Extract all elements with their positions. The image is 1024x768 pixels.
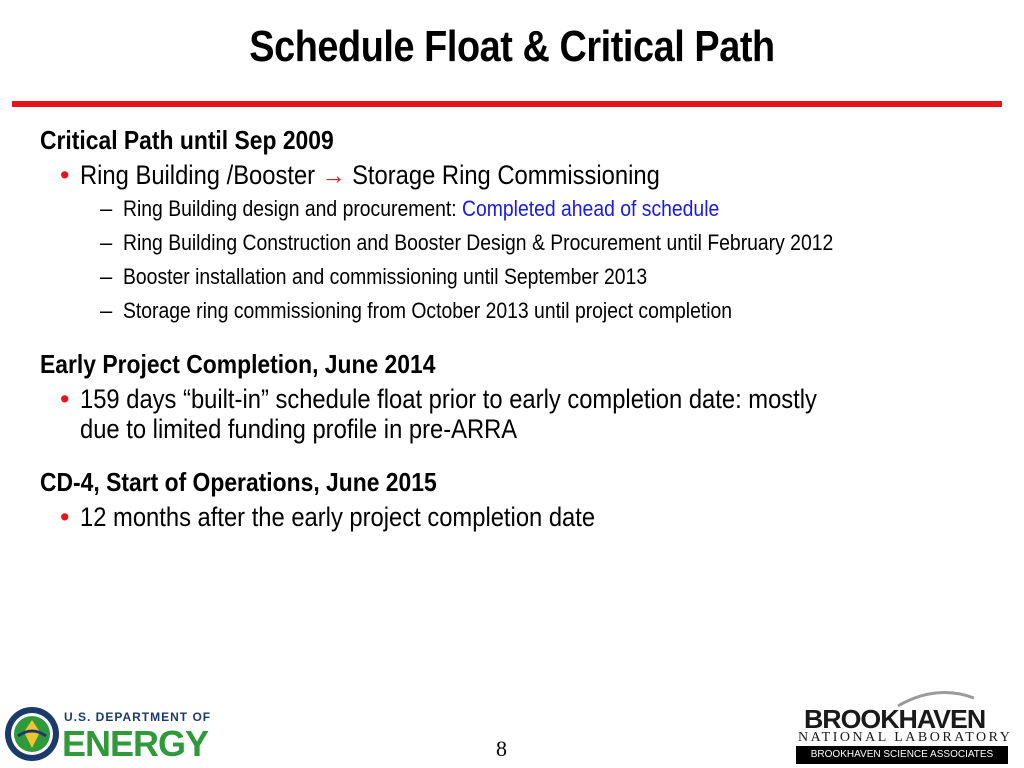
- section-cd4: [40, 466, 1000, 532]
- doe-logo: [4, 706, 224, 766]
- sub-item-text: Booster installation and commissioning until September 2013: [123, 264, 648, 289]
- status-highlight: Completed ahead of schedule: [462, 196, 720, 221]
- bullet-text: due to limited funding profile in pre-ARRA: [80, 414, 518, 444]
- title-divider: [12, 101, 1002, 107]
- bullet-item: [40, 160, 1000, 190]
- section-heading: CD-4, Start of Operations, June 2015: [40, 467, 437, 497]
- dash-marker: –: [100, 298, 113, 323]
- slide-content: [40, 124, 1000, 532]
- doe-department-text: U.S. DEPARTMENT OF: [64, 710, 212, 724]
- bullet-text: Storage Ring Commissioning: [352, 160, 660, 190]
- doe-energy-text: ENERGY: [62, 723, 209, 764]
- bullet-text: Ring Building /Booster: [80, 160, 316, 190]
- bnl-associates-text: BROOKHAVEN SCIENCE ASSOCIATES: [796, 746, 1008, 764]
- slide-title: Schedule Float & Critical Path: [249, 22, 775, 71]
- bullet-text: 12 months after the early project completion date: [80, 502, 596, 532]
- sub-item: [40, 294, 1000, 328]
- section-early-completion: [40, 348, 1000, 444]
- bullet-marker: •: [60, 384, 70, 414]
- section-heading: Critical Path until Sep 2009: [40, 125, 334, 155]
- dash-marker: –: [100, 264, 113, 289]
- bnl-name-text: BROOKHAVEN: [804, 704, 986, 734]
- bullet-marker: •: [60, 502, 70, 532]
- bnl-lab-text: NATIONAL LABORATORY: [798, 730, 1013, 745]
- bullet-text: 159 days “built-in” schedule float prior to early completion date: mostly: [80, 384, 817, 414]
- doe-seal-icon: [4, 706, 60, 762]
- section-critical-path: [40, 124, 1000, 328]
- bnl-logo: [796, 688, 1018, 766]
- sub-item: [40, 260, 1000, 294]
- sub-item: [40, 226, 1000, 260]
- bullet-item: [40, 502, 1000, 532]
- dash-marker: –: [100, 230, 113, 255]
- bullet-marker: •: [60, 160, 70, 190]
- dash-marker: –: [100, 196, 113, 221]
- page-number: 8: [496, 736, 507, 761]
- sub-item-text: Ring Building design and procurement:: [123, 196, 463, 221]
- right-arrow-icon: →: [321, 160, 346, 190]
- bullet-item: [40, 384, 1000, 444]
- sub-item-text: Storage ring commissioning from October 2013 until project completion: [123, 298, 733, 323]
- section-heading: Early Project Completion, June 2014: [40, 349, 436, 379]
- sub-item: [40, 192, 1000, 226]
- sub-item-text: Ring Building Construction and Booster Design & Procurement until February 2012: [123, 230, 834, 255]
